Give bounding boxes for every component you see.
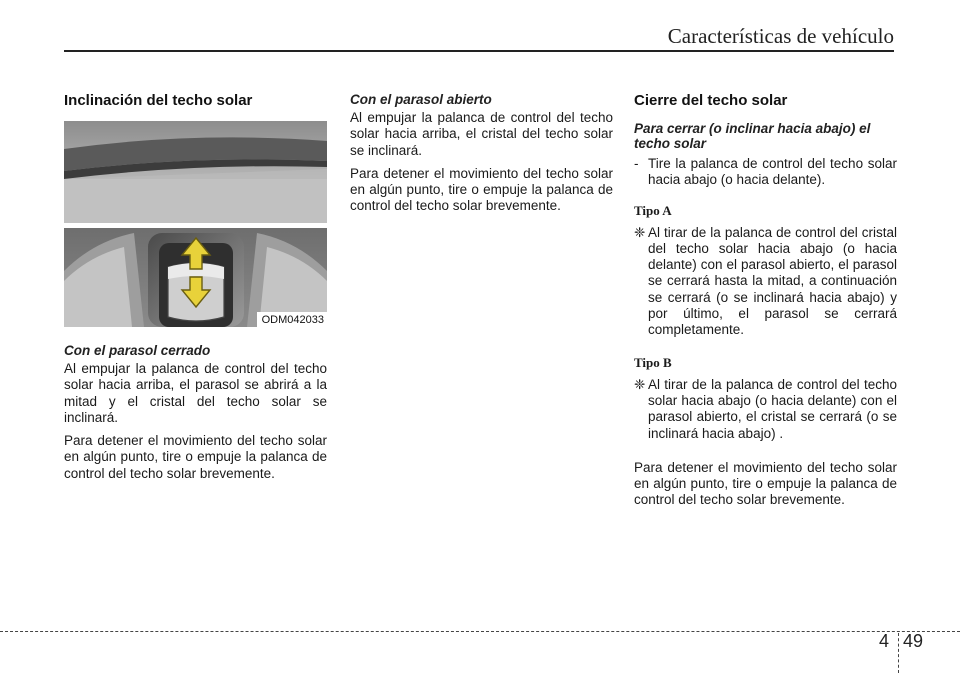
page-number: 49 (903, 631, 924, 651)
column-3 (634, 92, 897, 516)
paragraph: Para detener el movimiento del techo solar en algún punto, tire o empuje la palanca de control del techo solar brevemente. (634, 459, 897, 508)
paragraph: Al empujar la palanca de control del techo solar hacia arriba, el parasol se abrirá a la mitad y el cristal del techo solar se inclinará. (64, 361, 327, 425)
chapter-number: 4 (879, 631, 890, 651)
subheading-close-tilt-down: Para cerrar (o inclinar hacia abajo) el techo solar (634, 121, 871, 151)
footer-rule (0, 631, 960, 632)
section-heading-close: Cierre del techo solar (634, 92, 788, 109)
note-text: Al tirar de la palanca de control del cristal del techo solar hacia abajo (o hacia delante) con el parasol abierto, el parasol se cerrará hasta la mitad, a continuación se cerrará (o se inclinará hacia abajo) y por último, el parasol se cerrará completamente. (648, 224, 897, 338)
type-a-label: Tipo A (634, 202, 672, 218)
note-mark-icon: ❈ (634, 224, 646, 240)
note-mark-icon: ❈ (634, 376, 646, 392)
header-rule (64, 50, 894, 52)
dash-mark: - (634, 156, 639, 171)
dash-item (634, 156, 897, 189)
subheading-shade-closed: Con el parasol cerrado (64, 343, 211, 358)
paragraph: Al empujar la palanca de control del techo solar hacia arriba, el cristal del techo solar se inclinará. (350, 110, 613, 158)
note-text: Al tirar de la palanca de control del techo solar hacia abajo (o hacia delante) con el parasol abierto, el cristal se cerrará (o se inclinará hacia abajo) . (648, 376, 897, 441)
note-item (634, 225, 897, 339)
column-2 (350, 92, 613, 222)
section-heading-tilt: Inclinación del techo solar (64, 92, 253, 109)
note-item (634, 377, 897, 442)
subheading-shade-open: Con el parasol abierto (350, 92, 492, 107)
paragraph: Para detener el movimiento del techo solar en algún punto, tire o empuje la palanca de control del techo solar brevemente. (64, 433, 327, 481)
sunroof-control-figure (64, 121, 327, 327)
paragraph: Para detener el movimiento del techo solar en algún punto, tire o empuje la palanca de control del techo solar brevemente. (350, 165, 613, 214)
figure-code: ODM042033 (257, 312, 327, 327)
footer-divider (898, 633, 899, 673)
header-title: Características de vehículo (667, 24, 894, 48)
type-b-label: Tipo B (634, 354, 672, 370)
column-1 (64, 92, 327, 489)
dash-item-text: Tire la palanca de control del techo solar hacia abajo (o hacia delante). (648, 156, 897, 188)
sunroof-control-illustration (64, 121, 327, 327)
